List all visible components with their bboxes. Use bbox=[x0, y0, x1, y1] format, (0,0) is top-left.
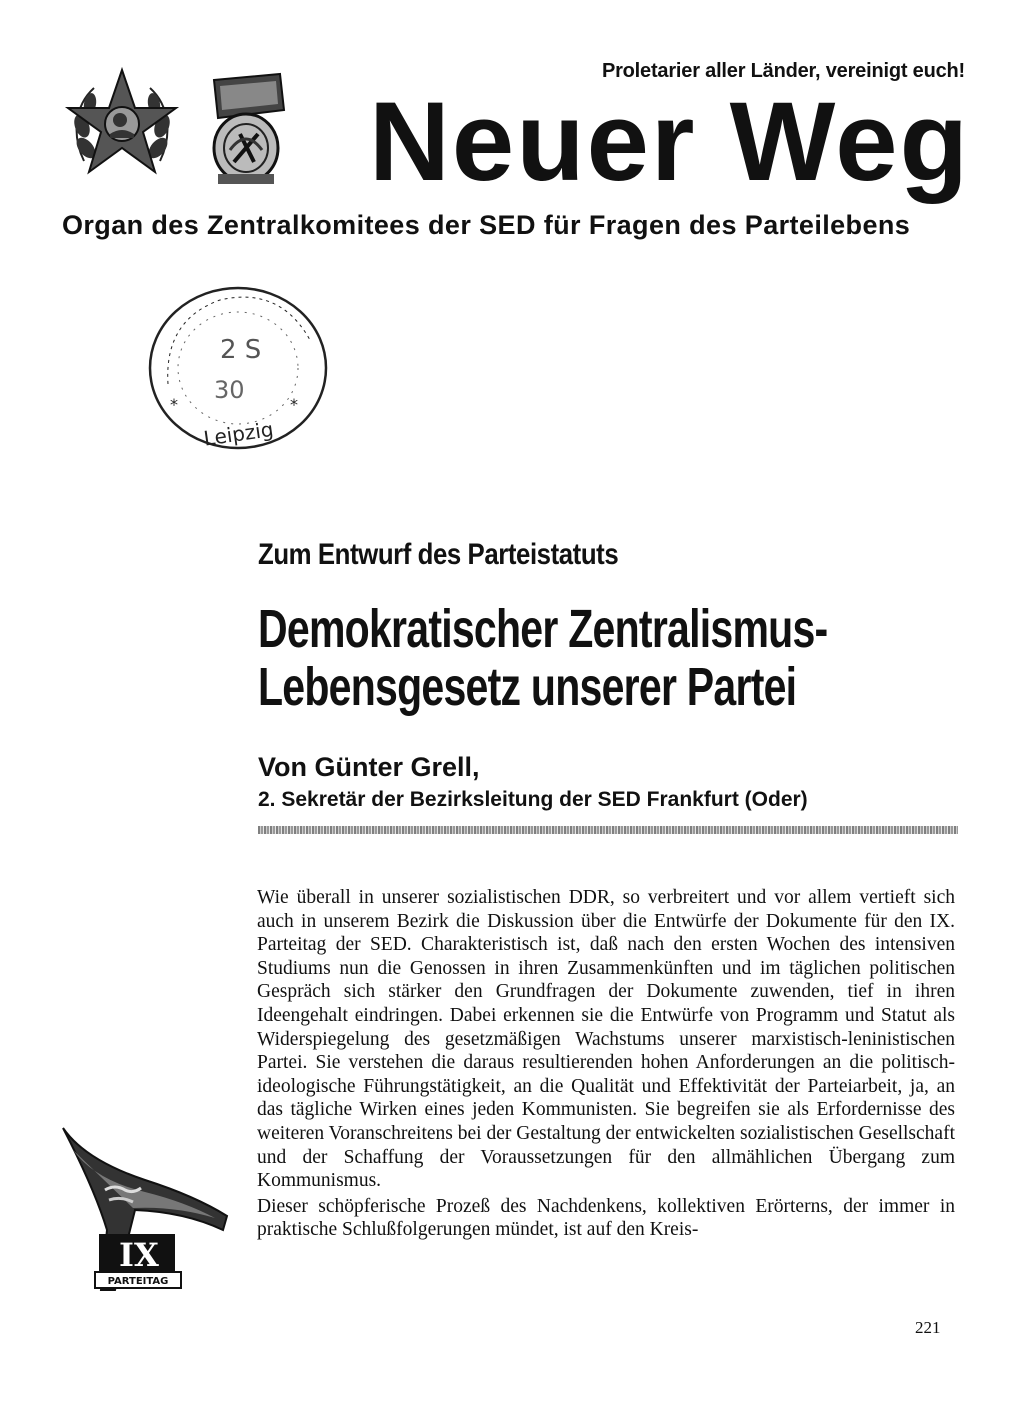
svg-text:*: * bbox=[170, 395, 178, 414]
party-badge-icon bbox=[200, 70, 290, 186]
page-number: 221 bbox=[915, 1318, 941, 1337]
museum-stamp bbox=[140, 280, 340, 460]
star-emblem-icon bbox=[64, 66, 180, 184]
paragraph: Dieser schöpferische Prozeß des Nachdenkens, kollektiven Erörterns, der immer in praktische Schlußfolgerungen mündet, ist auf den Kreis- bbox=[257, 1195, 955, 1241]
headline-line-2: Lebensgesetz unserer Partei bbox=[258, 657, 797, 717]
banner-numeral: IX bbox=[119, 1236, 159, 1274]
svg-text:*: * bbox=[290, 395, 298, 414]
svg-text:2 S: 2 S bbox=[220, 335, 262, 365]
decorative-rule bbox=[258, 826, 958, 834]
author-role: 2. Sekretär der Bezirksleitung der SED Frankfurt (Oder) bbox=[258, 788, 808, 811]
banner-label: PARTEITAG bbox=[107, 1276, 169, 1287]
article-body bbox=[257, 886, 955, 1242]
article-headline bbox=[258, 600, 827, 716]
headline-line-1: Demokratischer Zentralismus- bbox=[258, 599, 828, 659]
article-kicker: Zum Entwurf des Parteistatuts bbox=[258, 538, 619, 571]
author-name: Von Günter Grell, bbox=[258, 752, 480, 782]
parteitag-banner bbox=[55, 1120, 235, 1300]
party-motto: Proletarier aller Länder, vereinigt euch! bbox=[601, 60, 965, 82]
masthead-title: Neuer Weg bbox=[369, 79, 970, 204]
svg-text:30: 30 bbox=[214, 376, 245, 404]
paragraph: Wie überall in unserer sozialistischen DDR, so verbreitert und vor allem vertieft sich auch in unserem Bezirk die Diskussion über die Entwürfe der Dokumente für den IX. Parteitag der SED. Charakteristisch ist, daß nach den ersten Wochen des intensiven Studiums nun die Genossen in ihren Zusammenkünften und im täglichen politischen Gespräch sich stärker den Grundfragen der Dokumente zuwenden, tief in ihren Ideengehalt eindringen. Dabei erkennen sie die Entwürfe von Programm und Statut als Widerspiegelung des gesetzmäßigen Wachstums unserer marxistisch-leninistischen Partei. Sie verstehen die daraus resultierenden hohen Anforderungen an die politisch-ideologische Führungstätigkeit, an die Qualität und Effektivität der Parteiarbeit, ja, an das tägliche Wirken eines jeden Kommunisten. Sie begreifen sie als Erfordernisse des weiteren Voranschreitens bei der Gestaltung der entwickelten sozialistischen Gesellschaft und der Schaffung der Voraussetzungen für den allmählichen Übergang zum Kommunismus. bbox=[257, 887, 955, 1192]
svg-text:Leipzig: Leipzig bbox=[202, 417, 275, 451]
masthead-subtitle: Organ des Zentralkomitees der SED für Fragen des Parteilebens bbox=[62, 210, 911, 240]
